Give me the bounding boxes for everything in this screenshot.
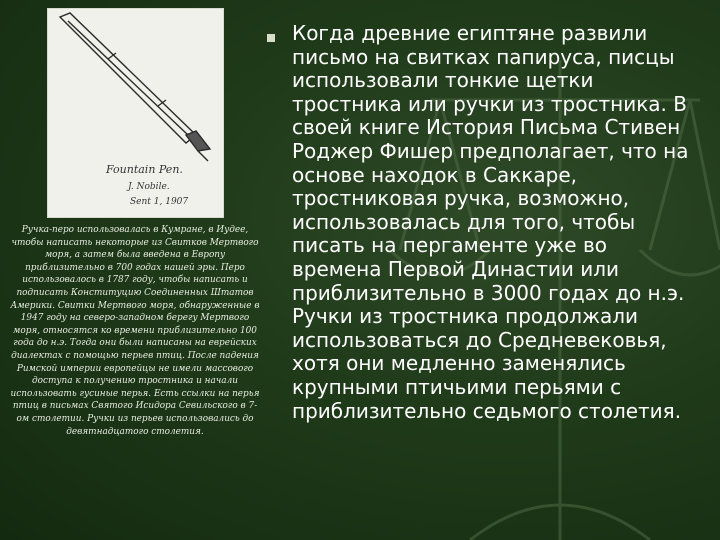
- handwritten-name: J. Nobile.: [128, 182, 170, 192]
- main-paragraph: Когда древние египтяне развили письмо на свитках папируса, писцы использовали тонкие щетки тростника или ручки из тростника. В своей книге История Письма Стивен Роджер Фишер предполагает, что на основе находок в Саккаре, тростниковая ручка, возможно, использовалась для того, чтобы писать на пергаменте уже во времена Первой Династии или приблизительно в 3000 годах до н.э. Ручки из тростника продолжали использоваться до Средневековья, хотя они медленно заменялись крупными птичьими перьями с приблизительно седьмого столетия.: [292, 21, 689, 423]
- fountain-pen-drawing: [48, 9, 223, 217]
- fountain-pen-patent-image: [47, 8, 224, 218]
- handwritten-title: Fountain Pen.: [106, 163, 183, 176]
- handwritten-date: Sent 1, 1907: [130, 197, 189, 207]
- bullet-square-icon: [267, 34, 275, 42]
- image-caption: Ручка-перо использовалась в Кумране, в Иудее, чтобы написать некоторые из Свитков Мертвого моря, а затем была введена в Европу приблизительно в 700 годах нашей эры. Перо использовалось в 1787 году, чтобы написать и подписать Конституцию Соединенных Штатов Америки. Свитки Мертвого моря, обнаруженные в 1947 году на северо-западном берегу Мертвого моря, относятся ко времени приблизительно 100 года до н.э. Тогда они были написаны на еврейских диалектах с помощью перьев птиц. После падения Римской империи европейцы не имели массового доступа к получению тростника и начали использовать гусиные перья. Есть ссылки на перья птиц в письмах Святого Исидора Севильского в 7-ом столетии. Ручки из перьев использовались до девятнадцатого столетия.: [10, 225, 260, 437]
